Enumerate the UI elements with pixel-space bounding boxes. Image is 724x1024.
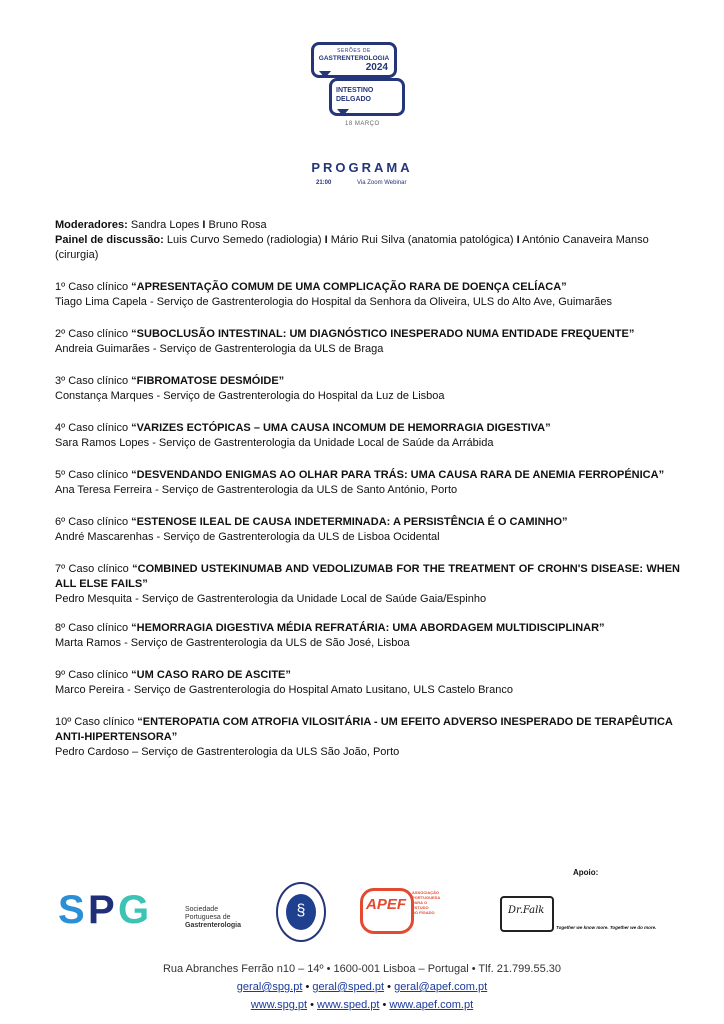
case-prefix: 8º Caso clínico — [55, 622, 129, 634]
case-item — [55, 421, 680, 451]
web-link-spg[interactable]: www.spg.pt — [250, 999, 308, 1011]
program-title: PROGRAMA — [311, 160, 413, 175]
case-title: “FIBROMATOSE DESMÓIDE” — [131, 375, 285, 387]
spg-s-icon: S — [58, 888, 85, 932]
bubble-tail-icon — [319, 71, 331, 78]
case-title: “COMBINED USTEKINUMAB AND VEDOLIZUMAB FOR THE TREATMENT OF CROHN'S DISEASE: WHEN ALL ELSE FAILS” — [55, 563, 680, 590]
spg-name — [185, 906, 241, 930]
logo-line2: GASTRENTEROLOGIA — [318, 55, 390, 62]
logo-topic — [336, 86, 373, 104]
case-title: “VARIZES ECTÓPICAS – UMA CAUSA INCOMUM DE HEMORRAGIA DIGESTIVA” — [131, 422, 551, 434]
case-item — [55, 715, 680, 760]
case-presenter: Marta Ramos - Serviço de Gastrenterologia da ULS de São José, Lisboa — [55, 637, 410, 649]
sped-seal-icon: § — [276, 882, 326, 942]
case-item — [55, 468, 680, 498]
case-prefix: 1º Caso clínico — [55, 281, 129, 293]
moderator-2: Bruno Rosa — [208, 219, 267, 231]
logo-topic-line2: DELGADO — [336, 96, 371, 103]
case-item — [55, 621, 680, 651]
case-presenter: Tiago Lima Capela - Serviço de Gastrenterologia do Hospital da Senhora da Oliveira, ULS do Alto Ave, Guimarães — [55, 296, 613, 308]
case-presenter: Marco Pereira - Serviço de Gastrenterologia do Hospital Amato Lusitano, ULS Castelo Branco — [55, 684, 513, 696]
event-logo — [305, 40, 415, 135]
case-prefix: 6º Caso clínico — [55, 516, 129, 528]
case-title: “DESVENDANDO ENIGMAS AO OLHAR PARA TRÁS: UMA CAUSA RARA DE ANEMIA FERROPÉNICA” — [131, 469, 665, 481]
support-label: Apoio: — [573, 868, 599, 877]
panel-member-3: António Canaveira Manso (cirurgia) — [55, 234, 649, 261]
logo-date: 18 MARÇO — [345, 121, 380, 127]
case-presenter: Sara Ramos Lopes - Serviço de Gastrenterologia da Unidade Local de Saúde da Arrábida — [55, 437, 494, 449]
program-via: Via Zoom Webinar — [357, 180, 407, 186]
logo-year: 2024 — [365, 62, 388, 73]
case-title: “APRESENTAÇÃO COMUM DE UMA COMPLICAÇÃO RARA DE DOENÇA CELÍACA” — [131, 281, 567, 293]
panel-member-2: Mário Rui Silva (anatomia patológica) — [330, 234, 514, 246]
email-link-spg[interactable]: geral@spg.pt — [236, 981, 303, 993]
footer-websites — [0, 996, 724, 1014]
moderator-1: Sandra Lopes — [130, 219, 200, 231]
case-title: “ENTEROPATIA COM ATROFIA VILOSITÁRIA - UM EFEITO ADVERSO INESPERADO DE TERAPÊUTICA ANTI-HIPERTENSORA” — [55, 716, 673, 743]
logo-line1: SERÕES DE — [337, 48, 371, 54]
spg-name-line1: Sociedade — [185, 906, 219, 913]
case-prefix: 7º Caso clínico — [55, 563, 129, 575]
panel-member-1: Luis Curvo Semedo (radiologia) — [166, 234, 322, 246]
case-title: “SUBOCLUSÃO INTESTINAL: UM DIAGNÓSTICO INESPERADO NUMA ENTIDADE FREQUENTE” — [131, 328, 635, 340]
case-prefix: 5º Caso clínico — [55, 469, 129, 481]
bullet: • — [382, 999, 387, 1011]
case-presenter: Pedro Cardoso – Serviço de Gastrenterologia da ULS São João, Porto — [55, 746, 400, 758]
bubble-tail-icon — [337, 109, 349, 116]
web-link-sped[interactable]: www.sped.pt — [317, 999, 380, 1011]
email-link-apef[interactable]: geral@apef.com.pt — [394, 981, 488, 993]
spg-name-line3: Gastrenterologia — [185, 922, 242, 929]
case-presenter: Andreia Guimarães - Serviço de Gastrenterologia da ULS de Braga — [55, 343, 384, 355]
moderators: Moderadores: Sandra Lopes I Bruno Rosa — [55, 219, 267, 231]
panel-label: Painel de discussão — [55, 234, 161, 246]
bullet: • — [310, 999, 314, 1011]
apef-logo-icon: APEF ASSOCIAÇÃO PORTUGUESA PARA O ESTUDO DO FÍGADO — [360, 884, 426, 932]
separator: I — [324, 234, 328, 246]
footer-address: Rua Abranches Ferrão n10 – 14º • 1600-001 Lisboa – Portugal • Tlf. 21.799.55.30 — [162, 963, 561, 975]
footer-contacts — [0, 960, 724, 1014]
program-content — [55, 218, 680, 760]
case-item — [55, 668, 680, 698]
separator: I — [202, 219, 206, 231]
case-presenter: André Mascarenhas - Serviço de Gastrenterologia da ULS de Lisboa Ocidental — [55, 531, 440, 543]
moderators-label: Moderadores — [55, 219, 125, 231]
panel: Painel de discussão: Luis Curvo Semedo (radiologia) I Mário Rui Silva (anatomia patológica) I António Canaveira Manso (cirurgia) — [55, 234, 649, 261]
case-title: “HEMORRAGIA DIGESTIVA MÉDIA REFRATÁRIA: UMA ABORDAGEM MULTIDISCIPLINAR” — [131, 622, 605, 634]
drfalk-logo-icon: Dr.Falk — [500, 896, 554, 932]
spg-logo — [58, 890, 178, 930]
case-prefix: 10º Caso clínico — [55, 716, 135, 728]
case-title: “ESTENOSE ILEAL DE CAUSA INDETERMINADA: A PERSISTÊNCIA É O CAMINHO” — [131, 516, 568, 528]
case-prefix: 3º Caso clínico — [55, 375, 129, 387]
case-item — [55, 562, 680, 607]
footer-emails — [0, 978, 724, 996]
case-prefix: 2º Caso clínico — [55, 328, 129, 340]
falk-tagline: Together we know more. Together we do more. — [556, 925, 657, 930]
case-item — [55, 327, 680, 357]
case-presenter: Ana Teresa Ferreira - Serviço de Gastrenterologia da ULS de Santo António, Porto — [55, 484, 458, 496]
spg-g-icon: G — [118, 888, 150, 932]
bullet: • — [387, 981, 392, 993]
separator: I — [516, 234, 520, 246]
case-item — [55, 515, 680, 545]
email-link-sped[interactable]: geral@sped.pt — [312, 981, 385, 993]
program-time: 21:00 — [316, 180, 332, 186]
case-prefix: 9º Caso clínico — [55, 669, 129, 681]
case-presenter: Constança Marques - Serviço de Gastrenterologia do Hospital da Luz de Lisboa — [55, 390, 445, 402]
logo-topic-line1: INTESTINO — [336, 87, 374, 94]
case-item — [55, 374, 680, 404]
bullet: • — [305, 981, 310, 993]
case-presenter: Pedro Mesquita - Serviço de Gastrenterologia da Unidade Local de Saúde Gaia/Espinho — [55, 593, 487, 605]
case-prefix: 4º Caso clínico — [55, 422, 129, 434]
spg-p-icon: P — [88, 888, 115, 932]
web-link-apef[interactable]: www.apef.com.pt — [389, 999, 474, 1011]
spg-name-line2: Portuguesa de — [185, 914, 231, 921]
case-item — [55, 280, 680, 310]
case-title: “UM CASO RARO DE ASCITE” — [131, 669, 291, 681]
